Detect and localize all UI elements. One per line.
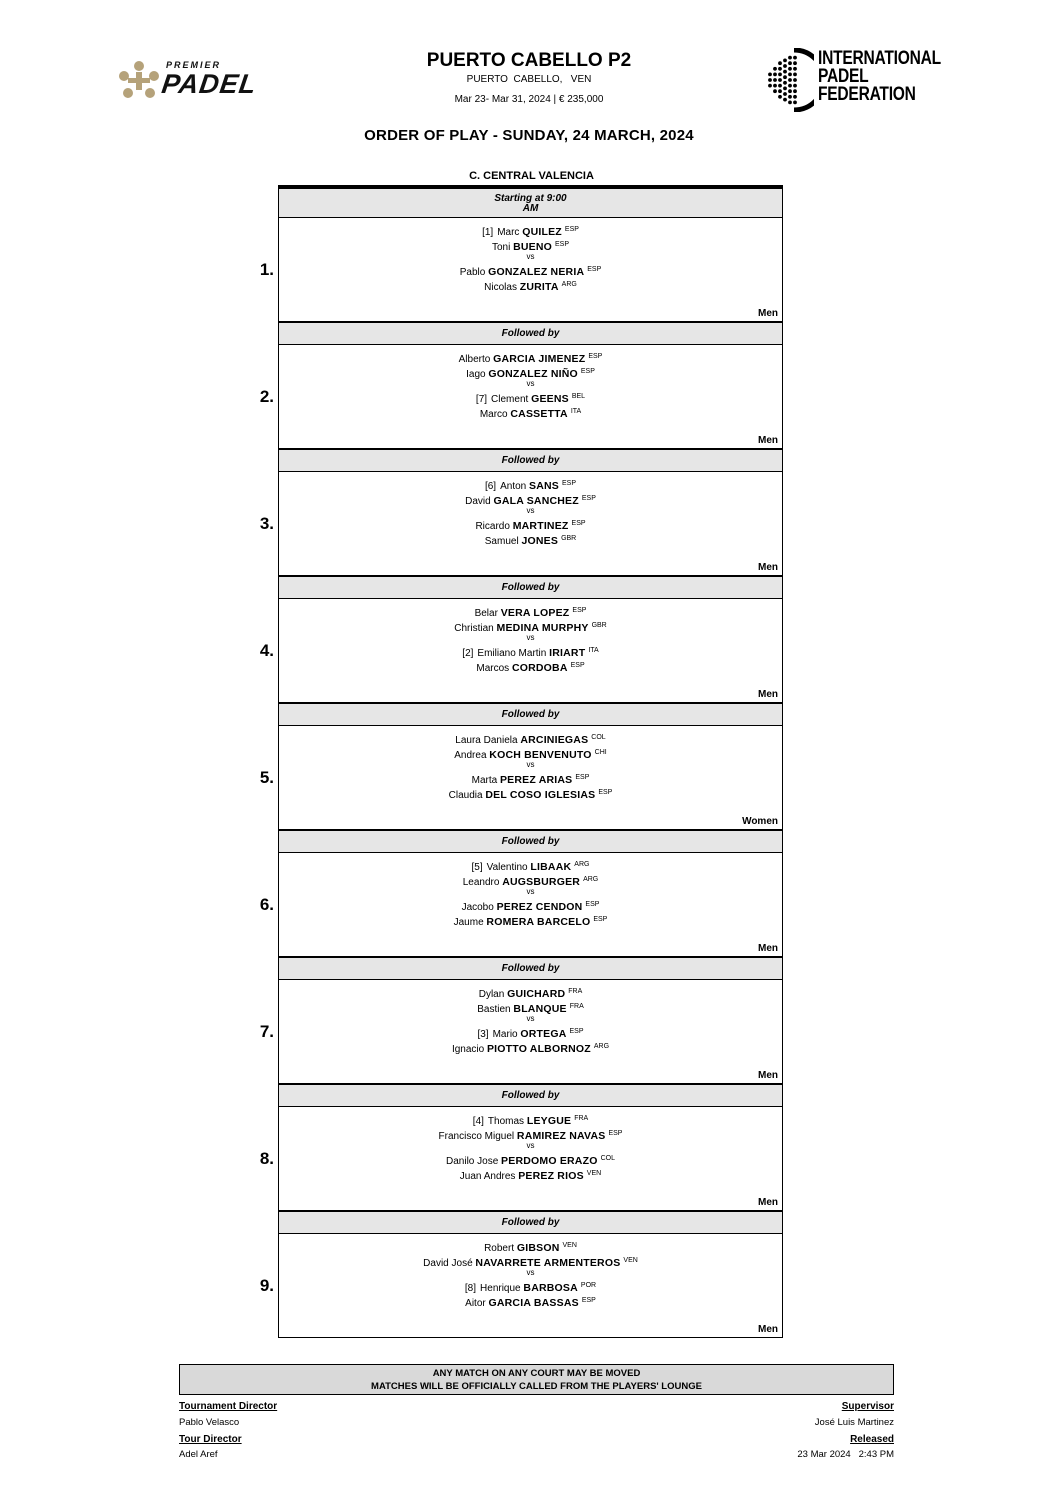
player-row: [279, 872, 782, 887]
player-last-name: GEENS: [531, 393, 569, 405]
player-first-name: Aitor: [465, 1298, 486, 1309]
ipf-line1: INTERNATIONAL: [818, 48, 941, 69]
match-box: [278, 599, 783, 703]
tournament-city: PUERTO CABELLO, VEN: [466, 74, 592, 85]
match-box: [278, 1107, 783, 1211]
player-last-name: PEREZ RIOS: [518, 1170, 584, 1182]
player-last-name: ORTEGA: [520, 1028, 567, 1040]
tournament-dates: Mar 23- Mar 31, 2024 | € 235,000: [454, 94, 604, 105]
match-players: [279, 603, 782, 673]
player-row: [279, 730, 782, 745]
player-nationality: FRA: [568, 988, 583, 995]
followed-by-header: Followed by: [278, 830, 783, 853]
player-row: [279, 603, 782, 618]
match-box: [278, 1234, 783, 1338]
player-last-name: KOCH BENVENUTO: [489, 749, 592, 761]
player-first-name: Claudia: [448, 790, 483, 801]
notice-line2: MATCHES WILL BE OFFICIALLY CALLED FROM THE PLAYERS' LOUNGE: [371, 1381, 702, 1392]
player-row: [279, 349, 782, 364]
player-last-name: GIBSON: [516, 1242, 560, 1254]
player-nationality: ARG: [583, 876, 599, 883]
followed-by-header: Followed by: [278, 1084, 783, 1107]
player-row: [279, 1024, 782, 1039]
player-nationality: ESP: [581, 495, 596, 502]
player-first-name: David José: [423, 1258, 473, 1269]
player-nationality: ARG: [593, 1043, 610, 1050]
player-last-name: PIOTTO ALBORNOZ: [486, 1043, 591, 1055]
player-first-name: Jacobo: [461, 902, 494, 913]
player-nationality: ESP: [608, 1130, 623, 1137]
player-last-name: ARCINIEGAS: [520, 734, 589, 746]
vs-label: vs: [526, 633, 535, 642]
player-first-name: Anton: [500, 481, 527, 492]
court-name: C. CENTRAL VALENCIA: [469, 170, 594, 182]
player-row: [279, 1278, 782, 1293]
followed-by-header: Followed by: [278, 322, 783, 345]
player-first-name: Ricardo: [475, 521, 510, 532]
player-last-name: LEYGUE: [526, 1115, 572, 1127]
player-nationality: BEL: [571, 393, 586, 400]
player-row: [279, 262, 782, 277]
match-category: Men: [758, 562, 778, 573]
player-first-name: Emiliano Martin: [477, 648, 547, 659]
player-nationality: ITA: [570, 408, 582, 415]
match-box: [278, 980, 783, 1084]
player-nationality: ESP: [598, 789, 613, 796]
player-row: [279, 1151, 782, 1166]
player-first-name: Samuel: [484, 536, 519, 547]
player-nationality: VEN: [562, 1242, 577, 1249]
player-first-name: Henrique: [480, 1283, 521, 1294]
player-last-name: QUILEZ: [522, 226, 562, 238]
player-seed: [7]: [475, 394, 488, 405]
followed-by-header: Followed by: [278, 449, 783, 472]
player-nationality: ARG: [561, 281, 577, 288]
player-last-name: GONZALEZ NIÑO: [488, 368, 578, 380]
player-first-name: Dylan: [478, 989, 505, 1000]
match-box: [278, 472, 783, 576]
player-last-name: VERA LOPEZ: [500, 607, 570, 619]
player-row: [279, 658, 782, 673]
tournament-director-label: Tournament Director: [179, 1401, 278, 1412]
player-row: [279, 491, 782, 506]
player-first-name: Valentino: [486, 862, 528, 873]
player-seed: [8]: [464, 1283, 477, 1294]
ipf-text: [818, 50, 941, 104]
player-row: [279, 277, 782, 292]
match-box: [278, 345, 783, 449]
player-first-name: Pablo: [459, 267, 486, 278]
match-number: 3.: [259, 514, 274, 533]
player-last-name: GUICHARD: [507, 988, 566, 1000]
player-last-name: PEREZ CENDON: [496, 901, 583, 913]
player-first-name: Christian: [454, 623, 494, 634]
player-last-name: JONES: [521, 535, 559, 547]
player-first-name: Nicolas: [484, 282, 517, 293]
player-row: [279, 1126, 782, 1141]
notice-banner: [179, 1364, 894, 1395]
player-seed: [2]: [462, 648, 474, 659]
player-nationality: VEN: [623, 1257, 638, 1264]
player-last-name: MARTINEZ: [512, 520, 569, 532]
ipf-logo: [764, 48, 941, 112]
tournament-title: PUERTO CABELLO P2: [426, 50, 632, 71]
player-first-name: Marco: [479, 409, 508, 420]
match-players: [279, 1111, 782, 1181]
player-nationality: VEN: [586, 1170, 602, 1177]
vs-label: vs: [526, 506, 535, 515]
match-category: Men: [758, 943, 778, 954]
player-row: [279, 618, 782, 633]
starting-time-line2: AM: [522, 203, 539, 214]
match-players: [279, 476, 782, 546]
player-last-name: GONZALEZ NERIA: [488, 266, 585, 278]
match-players: [279, 857, 782, 927]
player-last-name: PERDOMO ERAZO: [501, 1155, 598, 1167]
player-first-name: Laura Daniela: [455, 735, 518, 746]
player-nationality: FRA: [569, 1003, 584, 1010]
match-players: [279, 349, 782, 419]
match-number: 6.: [259, 895, 274, 914]
player-nationality: ITA: [588, 647, 599, 654]
player-last-name: PEREZ ARIAS: [499, 774, 573, 786]
match-number: 5.: [259, 768, 274, 787]
match-number: 8.: [259, 1149, 274, 1168]
player-last-name: GARCIA BASSAS: [488, 1297, 579, 1309]
player-nationality: COL: [600, 1155, 615, 1162]
player-seed: [4]: [472, 1116, 484, 1127]
tournament-director-name: Pablo Velasco: [179, 1417, 240, 1428]
player-nationality: ESP: [575, 774, 590, 781]
player-first-name: Leandro: [462, 877, 500, 888]
player-first-name: Danilo Jose: [446, 1156, 499, 1167]
player-last-name: MEDINA MURPHY: [496, 622, 589, 634]
player-last-name: IRIART: [549, 647, 586, 659]
player-first-name: Andrea: [454, 750, 487, 761]
player-row: [279, 389, 782, 404]
player-last-name: CASSETTA: [510, 408, 568, 420]
match-number: 4.: [259, 641, 274, 660]
player-nationality: ESP: [555, 241, 570, 248]
player-nationality: COL: [591, 734, 606, 741]
supervisor-label: Supervisor: [841, 1401, 894, 1412]
notice-line1: ANY MATCH ON ANY COURT MAY BE MOVED: [432, 1368, 641, 1379]
player-seed: [1]: [482, 227, 494, 238]
player-last-name: RAMIREZ NAVAS: [516, 1130, 606, 1142]
logo-premier-text: PREMIER: [166, 60, 222, 70]
match-category: Women: [742, 816, 778, 827]
player-nationality: ESP: [571, 520, 586, 527]
player-row: [279, 785, 782, 800]
tour-director-label: Tour Director: [179, 1434, 242, 1445]
player-first-name: Thomas: [487, 1116, 525, 1127]
vs-label: vs: [526, 1014, 535, 1023]
player-row: [279, 404, 782, 419]
match-number: 7.: [259, 1022, 274, 1041]
player-last-name: DEL COSO IGLESIAS: [485, 789, 596, 801]
player-row: [279, 857, 782, 872]
match-players: [279, 730, 782, 800]
vs-label: vs: [526, 760, 535, 769]
player-first-name: Bastien: [477, 1004, 511, 1015]
player-nationality: POR: [580, 1282, 597, 1289]
player-row: [279, 1166, 782, 1181]
ipf-line2: PADEL: [818, 66, 869, 87]
player-row: [279, 912, 782, 927]
player-last-name: GARCIA JIMENEZ: [493, 353, 586, 365]
player-nationality: ESP: [562, 480, 577, 487]
player-row: [279, 1238, 782, 1253]
vs-label: vs: [526, 1268, 535, 1277]
tour-director-name: Adel Aref: [179, 1449, 218, 1460]
player-nationality: ESP: [572, 607, 587, 614]
player-first-name: Marc: [497, 227, 520, 238]
player-row: [279, 745, 782, 760]
player-last-name: AUGSBURGER: [502, 876, 581, 888]
match-players: [279, 222, 782, 292]
player-nationality: GBR: [591, 622, 607, 629]
player-last-name: CORDOBA: [511, 662, 568, 674]
ipf-line3: FEDERATION: [818, 84, 916, 105]
player-last-name: ZURITA: [519, 281, 559, 293]
vs-label: vs: [526, 252, 535, 261]
match-category: Men: [758, 1324, 778, 1335]
match-category: Men: [758, 689, 778, 700]
player-first-name: Clement: [491, 394, 529, 405]
player-first-name: Marta: [471, 775, 498, 786]
player-row: [279, 1039, 782, 1054]
released-timestamp: 23 Mar 2024 2:43 PM: [797, 1449, 894, 1460]
player-nationality: ESP: [570, 662, 585, 669]
followed-by-header: Followed by: [278, 703, 783, 726]
player-row: [279, 999, 782, 1014]
player-nationality: ESP: [580, 368, 595, 375]
player-nationality: ESP: [588, 353, 603, 360]
player-seed: [5]: [471, 862, 483, 873]
player-row: [279, 516, 782, 531]
followed-by-header: Followed by: [278, 957, 783, 980]
match-category: Men: [758, 308, 778, 319]
match-number: 9.: [259, 1276, 274, 1295]
match-box: [278, 726, 783, 830]
match-category: Men: [758, 1070, 778, 1081]
player-last-name: BLANQUE: [513, 1003, 567, 1015]
player-first-name: Iago: [466, 369, 486, 380]
match-category: Men: [758, 435, 778, 446]
starting-time-line1: Starting at 9:00: [494, 193, 567, 204]
vs-label: vs: [526, 379, 535, 388]
player-first-name: David: [465, 496, 491, 507]
followed-by-header: Followed by: [278, 576, 783, 599]
player-nationality: ESP: [564, 226, 579, 233]
match-box: [278, 853, 783, 957]
player-last-name: ROMERA BARCELO: [486, 916, 591, 928]
player-row: [279, 1293, 782, 1308]
player-last-name: GALA SANCHEZ: [493, 495, 579, 507]
player-first-name: Belar: [474, 608, 498, 619]
player-first-name: Ignacio: [451, 1044, 485, 1055]
player-first-name: Robert: [484, 1243, 515, 1254]
match-category: Men: [758, 1197, 778, 1208]
player-row: [279, 984, 782, 999]
player-nationality: ESP: [587, 266, 602, 273]
player-row: [279, 476, 782, 491]
player-nationality: ESP: [585, 901, 600, 908]
player-row: [279, 770, 782, 785]
player-first-name: Alberto: [458, 354, 491, 365]
player-row: [279, 364, 782, 379]
player-last-name: BUENO: [513, 241, 553, 253]
order-of-play-title: ORDER OF PLAY - SUNDAY, 24 MARCH, 2024: [364, 127, 694, 144]
released-label: Released: [850, 1434, 894, 1445]
match-number: 1.: [259, 260, 274, 279]
match-box: [278, 218, 783, 322]
match-number: 2.: [259, 387, 274, 406]
player-nationality: CHI: [594, 749, 607, 756]
supervisor-name: José Luis Martinez: [814, 1417, 894, 1428]
player-row: [279, 1253, 782, 1268]
player-row: [279, 643, 782, 658]
player-nationality: FRA: [574, 1115, 589, 1122]
player-first-name: Marcos: [476, 663, 510, 674]
logo-padel-text: PADEL: [159, 69, 259, 99]
player-row: [279, 897, 782, 912]
player-row: [279, 222, 782, 237]
player-last-name: NAVARRETE ARMENTEROS: [475, 1257, 621, 1269]
player-nationality: ESP: [569, 1028, 584, 1035]
player-nationality: GBR: [561, 535, 577, 542]
player-nationality: ESP: [593, 916, 608, 923]
player-nationality: ARG: [574, 861, 590, 868]
player-first-name: Toni: [491, 242, 511, 253]
player-last-name: LIBAAK: [530, 861, 572, 873]
player-seed: [6]: [484, 481, 497, 492]
vs-label: vs: [526, 887, 535, 896]
player-last-name: SANS: [529, 480, 559, 492]
ipf-ball-icon: [764, 48, 814, 112]
player-first-name: Mario: [492, 1029, 518, 1040]
player-nationality: ESP: [581, 1297, 596, 1304]
player-last-name: BARBOSA: [523, 1282, 578, 1294]
vs-label: vs: [526, 1141, 535, 1150]
followed-by-header: Followed by: [278, 1211, 783, 1234]
match-players: [279, 984, 782, 1054]
player-row: [279, 1111, 782, 1126]
player-row: [279, 237, 782, 252]
player-first-name: Jaume: [453, 917, 484, 928]
player-seed: [3]: [477, 1029, 489, 1040]
starting-time-header: [278, 188, 783, 218]
player-first-name: Francisco Miguel: [438, 1131, 515, 1142]
player-row: [279, 531, 782, 546]
player-first-name: Juan Andres: [459, 1171, 516, 1182]
match-players: [279, 1238, 782, 1308]
